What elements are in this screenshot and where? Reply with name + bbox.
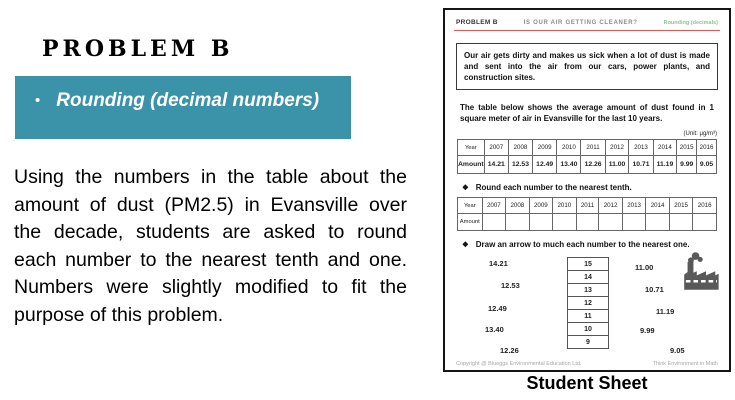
amount-row-label: Amount (458, 214, 483, 231)
amount-cell: 12.49 (533, 156, 557, 174)
year-cell: 2011 (581, 140, 605, 156)
blank-cell[interactable] (646, 214, 670, 231)
year-cell: 2016 (697, 140, 717, 156)
matching-exercise (454, 254, 720, 366)
task-round-tenth-label: Round each number to the nearest tenth. (475, 183, 632, 192)
year-cell: 2014 (653, 140, 677, 156)
unit-label: (Unit: μg/m³) (683, 131, 717, 137)
dust-table-filled (457, 139, 717, 174)
match-right-number: 11.19 (656, 307, 675, 316)
sheet-header (454, 14, 720, 31)
year-cell: 2007 (484, 140, 508, 156)
blank-cell[interactable] (622, 214, 646, 231)
amount-cell: 11.19 (653, 156, 677, 174)
diamond-bullet-icon: ❖ (462, 240, 469, 249)
whole-number-cell: 10 (567, 322, 609, 336)
year-cell: 2012 (599, 198, 623, 214)
amount-cell: 11.00 (605, 156, 629, 174)
dust-table-blank (457, 197, 717, 231)
whole-number-cell: 14 (567, 270, 609, 284)
amount-cell: 12.26 (581, 156, 605, 174)
copyright-text: Copyright @ Blueggs Environmental Education Ltd. (456, 361, 582, 367)
year-cell: 2015 (669, 198, 693, 214)
year-cell: 2008 (508, 140, 532, 156)
task-match-one (462, 240, 716, 249)
blank-cell[interactable] (669, 214, 693, 231)
blank-cell[interactable] (482, 214, 506, 231)
description-paragraph: Using the numbers in the table about the amount of dust (PM2.5) in Evansville over the decade, students are asked to round each number to the nearest tenth and one. Numbers were slightly modified to fit the purpose of this problem. (14, 166, 407, 326)
table-row (458, 156, 717, 174)
blank-cell[interactable] (599, 214, 623, 231)
year-cell: 2011 (576, 198, 599, 214)
sheet-header-problem: PROBLEM B (456, 19, 498, 26)
match-left-number: 12.49 (488, 304, 507, 313)
diamond-bullet-icon: ❖ (462, 183, 469, 192)
amount-cell: 10.71 (629, 156, 653, 174)
whole-number-cell: 11 (567, 309, 609, 323)
year-row-label: Year (458, 140, 485, 156)
year-cell: 2010 (553, 198, 577, 214)
match-right-number: 11.00 (635, 263, 654, 272)
blank-cell[interactable] (529, 214, 553, 231)
match-right-number: 9.99 (640, 326, 655, 335)
year-cell: 2010 (557, 140, 581, 156)
table-row (458, 214, 717, 231)
student-sheet (443, 8, 731, 372)
topic-banner (15, 76, 351, 139)
sheet-caption: Student Sheet (526, 373, 648, 393)
year-cell: 2007 (482, 198, 506, 214)
table-caption: The table below shows the average amount of dust found in 1 square meter of air in Evansville for the last 10 years. (460, 103, 714, 123)
whole-number-cell: 15 (567, 257, 609, 271)
year-cell: 2008 (506, 198, 530, 214)
amount-cell: 9.99 (677, 156, 697, 174)
blank-cell[interactable] (506, 214, 530, 231)
match-left-number: 12.26 (500, 346, 519, 355)
whole-number-cell: 12 (567, 296, 609, 310)
match-left-number: 14.21 (489, 259, 508, 268)
year-cell: 2014 (646, 198, 670, 214)
amount-cell: 13.40 (557, 156, 581, 174)
whole-number-column (567, 258, 609, 349)
blank-cell[interactable] (553, 214, 577, 231)
amount-row-label: Amount (458, 156, 485, 174)
year-cell: 2012 (605, 140, 629, 156)
topic-banner-label: Rounding (decimal numbers) (56, 90, 320, 111)
year-cell: 2013 (622, 198, 646, 214)
sheet-footer (456, 361, 718, 367)
slogan-text: Think Environment in Math (652, 361, 718, 367)
year-cell: 2009 (529, 198, 553, 214)
year-row-label: Year (458, 198, 483, 214)
year-cell: 2015 (677, 140, 697, 156)
year-cell: 2013 (629, 140, 653, 156)
match-right-number: 10.71 (645, 285, 664, 294)
sheet-header-title: IS OUR AIR GETTING CLEANER? (523, 20, 638, 26)
year-cell: 2016 (693, 198, 717, 214)
task-round-tenth (462, 183, 716, 192)
amount-cell: 12.53 (508, 156, 532, 174)
sheet-header-tag: Rounding (decimals) (663, 20, 718, 26)
blank-cell[interactable] (693, 214, 717, 231)
year-cell: 2009 (533, 140, 557, 156)
match-left-number: 12.53 (501, 281, 520, 290)
amount-cell: 14.21 (484, 156, 508, 174)
match-left-number: 13.40 (485, 325, 504, 334)
match-right-number: 9.05 (670, 346, 685, 355)
blank-cell[interactable] (576, 214, 599, 231)
amount-cell: 9.05 (697, 156, 717, 174)
table-row (458, 140, 717, 156)
intro-box: Our air gets dirty and makes us sick when a lot of dust is made and sent into the air from our cars, power plants, and construction sites. (456, 43, 718, 90)
whole-number-cell: 13 (567, 283, 609, 297)
task-match-one-label: Draw an arrow to much each number to the nearest one. (475, 240, 690, 249)
page-title: PROBLEM B (42, 36, 234, 62)
factory-icon (680, 250, 722, 292)
bullet-icon: • (35, 92, 41, 109)
table-row (458, 198, 717, 214)
whole-number-cell: 9 (567, 335, 609, 349)
